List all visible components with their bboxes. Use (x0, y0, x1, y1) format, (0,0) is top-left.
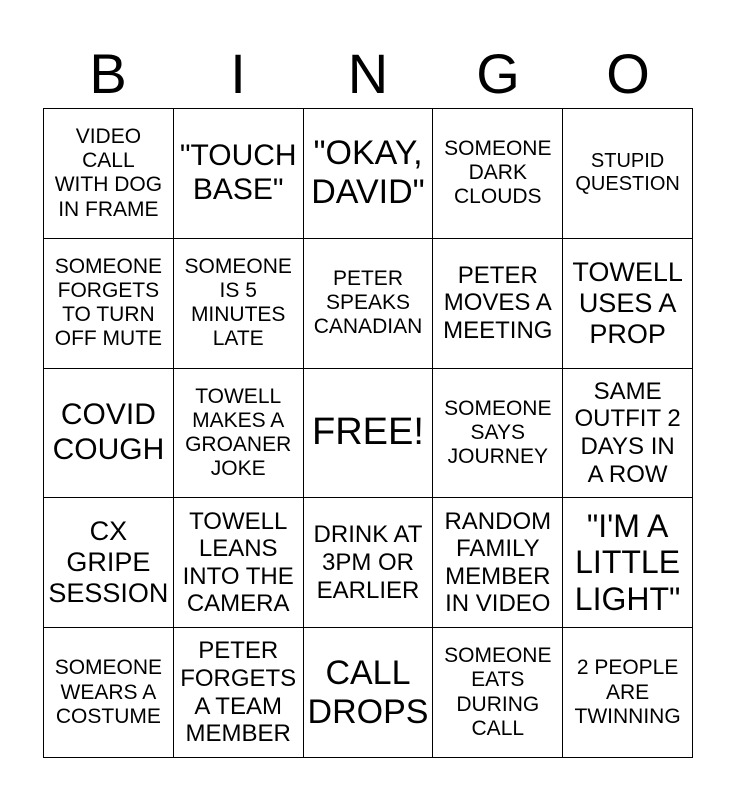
header-letter-i: I (230, 42, 246, 105)
bingo-cell[interactable]: SOMEONE IS 5 MINUTES LATE (174, 239, 304, 369)
bingo-cell[interactable]: "TOUCH BASE" (174, 109, 304, 239)
bingo-header (43, 40, 693, 108)
bingo-cell[interactable]: CX GRIPE SESSION (44, 498, 174, 628)
bingo-cell[interactable]: CALL DROPS (304, 628, 434, 758)
bingo-cell[interactable]: TOWELL MAKES A GROANER JOKE (174, 369, 304, 499)
bingo-cell[interactable]: STUPID QUESTION (563, 109, 693, 239)
bingo-cell[interactable]: SOMEONE WEARS A COSTUME (44, 628, 174, 758)
bingo-cell[interactable]: SOMEONE FORGETS TO TURN OFF MUTE (44, 239, 174, 369)
bingo-cell[interactable]: PETER MOVES A MEETING (433, 239, 563, 369)
bingo-cell[interactable]: RANDOM FAMILY MEMBER IN VIDEO (433, 498, 563, 628)
header-letter-n: N (347, 42, 389, 105)
bingo-cell[interactable]: TOWELL USES A PROP (563, 239, 693, 369)
bingo-cell[interactable]: VIDEO CALL WITH DOG IN FRAME (44, 109, 174, 239)
bingo-cell[interactable]: "OKAY, DAVID" (304, 109, 434, 239)
bingo-cell[interactable]: SAME OUTFIT 2 DAYS IN A ROW (563, 369, 693, 499)
header-letter-b: B (89, 42, 127, 105)
bingo-cell[interactable]: PETER SPEAKS CANADIAN (304, 239, 434, 369)
bingo-cell[interactable]: SOMEONE EATS DURING CALL (433, 628, 563, 758)
bingo-cell[interactable]: SOMEONE SAYS JOURNEY (433, 369, 563, 499)
bingo-board (43, 108, 693, 758)
bingo-cell[interactable]: COVID COUGH (44, 369, 174, 499)
free-space-cell[interactable]: FREE! (304, 369, 434, 499)
bingo-cell[interactable]: TOWELL LEANS INTO THE CAMERA (174, 498, 304, 628)
bingo-cell[interactable]: 2 PEOPLE ARE TWINNING (563, 628, 693, 758)
header-letter-o: O (606, 42, 650, 105)
bingo-cell[interactable]: SOMEONE DARK CLOUDS (433, 109, 563, 239)
bingo-cell[interactable]: "I'M A LITTLE LIGHT" (563, 498, 693, 628)
bingo-cell[interactable]: PETER FORGETS A TEAM MEMBER (174, 628, 304, 758)
bingo-cell[interactable]: DRINK AT 3PM OR EARLIER (304, 498, 434, 628)
header-letter-g: G (476, 42, 520, 105)
